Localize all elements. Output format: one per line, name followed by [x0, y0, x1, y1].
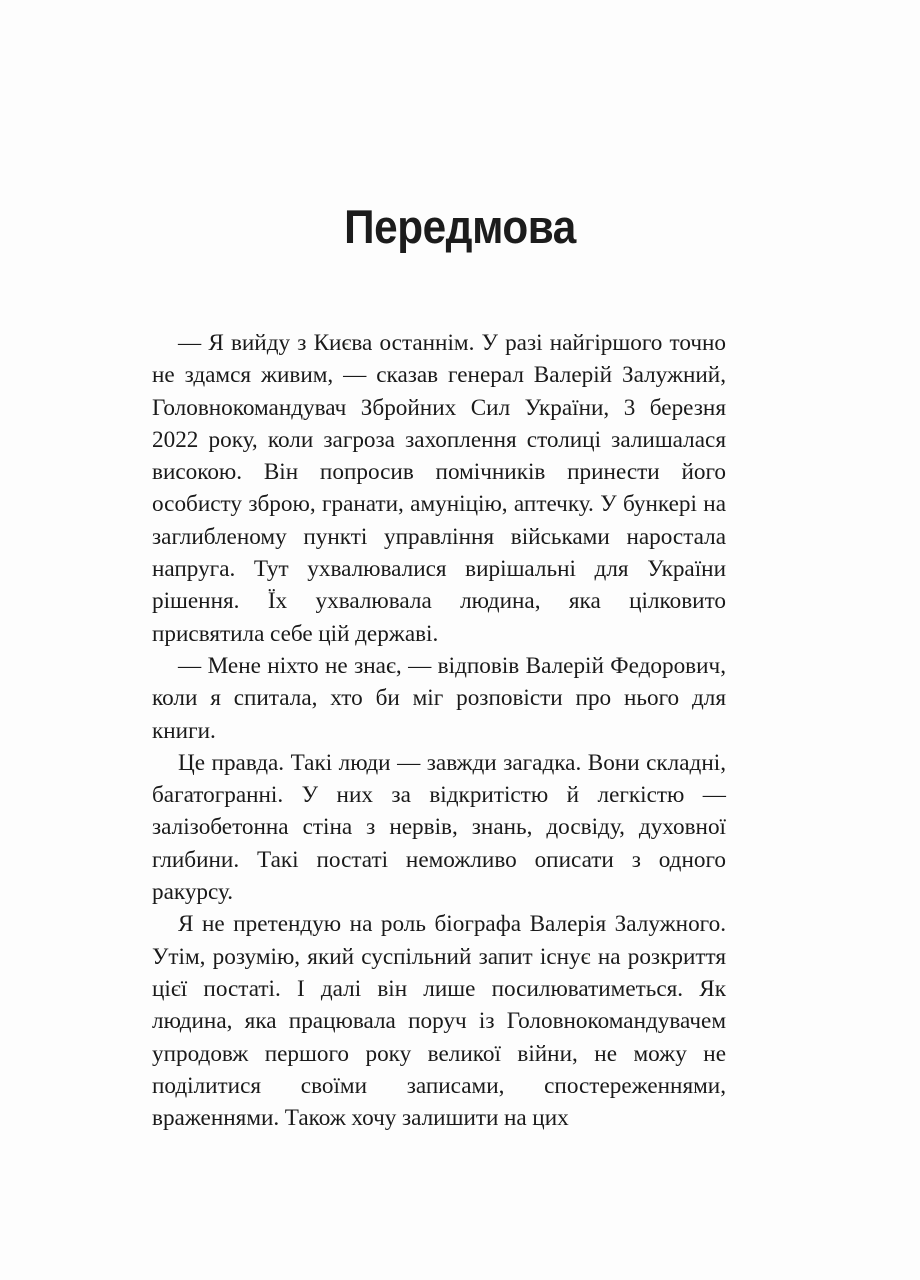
page-title: Передмова — [344, 200, 576, 254]
paragraph: Я не претендую на роль біографа Валерія Залужного. Утім, розумію, який суспільний запит існує на розкриття цієї постаті. І далі він лише посилюватиметься. Як людина, яка працювала поруч із Головнокомандувачем упродовж першого року великої війни, не можу не поділитися своїми записами, спостереженнями, враженнями. Також хочу залишити на цих — [152, 911, 726, 1132]
paragraph: Це правда. Такі люди — завжди загадка. Вони складні, багатогранні. У них за відкритістю й легкістю — залізобетонна стіна з нервів, знань, досвіду, духовної глибини. Такі постаті неможливо описати з одного ракурсу. — [152, 749, 726, 906]
paragraph: — Я вийду з Києва останнім. У разі найгіршого точно не здамся живим, — сказав генерал Валерій Залужний, Головнокомандувач Збройних Сил України, 3 березня 2022 року, коли загроза захоплення столиці залишалася високою. Він попросив помічників принести його особисту зброю, гранати, амуніцію, аптечку. У бункері на заглибленому пункті управління військами наростала напруга. Тут ухвалювалися вирішальні для України рішення. Їх ухвалювала людина, яка цілковито присвятила себе цій державі. — [152, 330, 726, 647]
page-bottom-trim — [0, 1150, 920, 1280]
body-text-block — [152, 327, 726, 1134]
paragraph: — Мене ніхто не знає, — відповів Валерій Федорович, коли я спитала, хто би міг розповісти про нього для книги. — [152, 652, 726, 744]
